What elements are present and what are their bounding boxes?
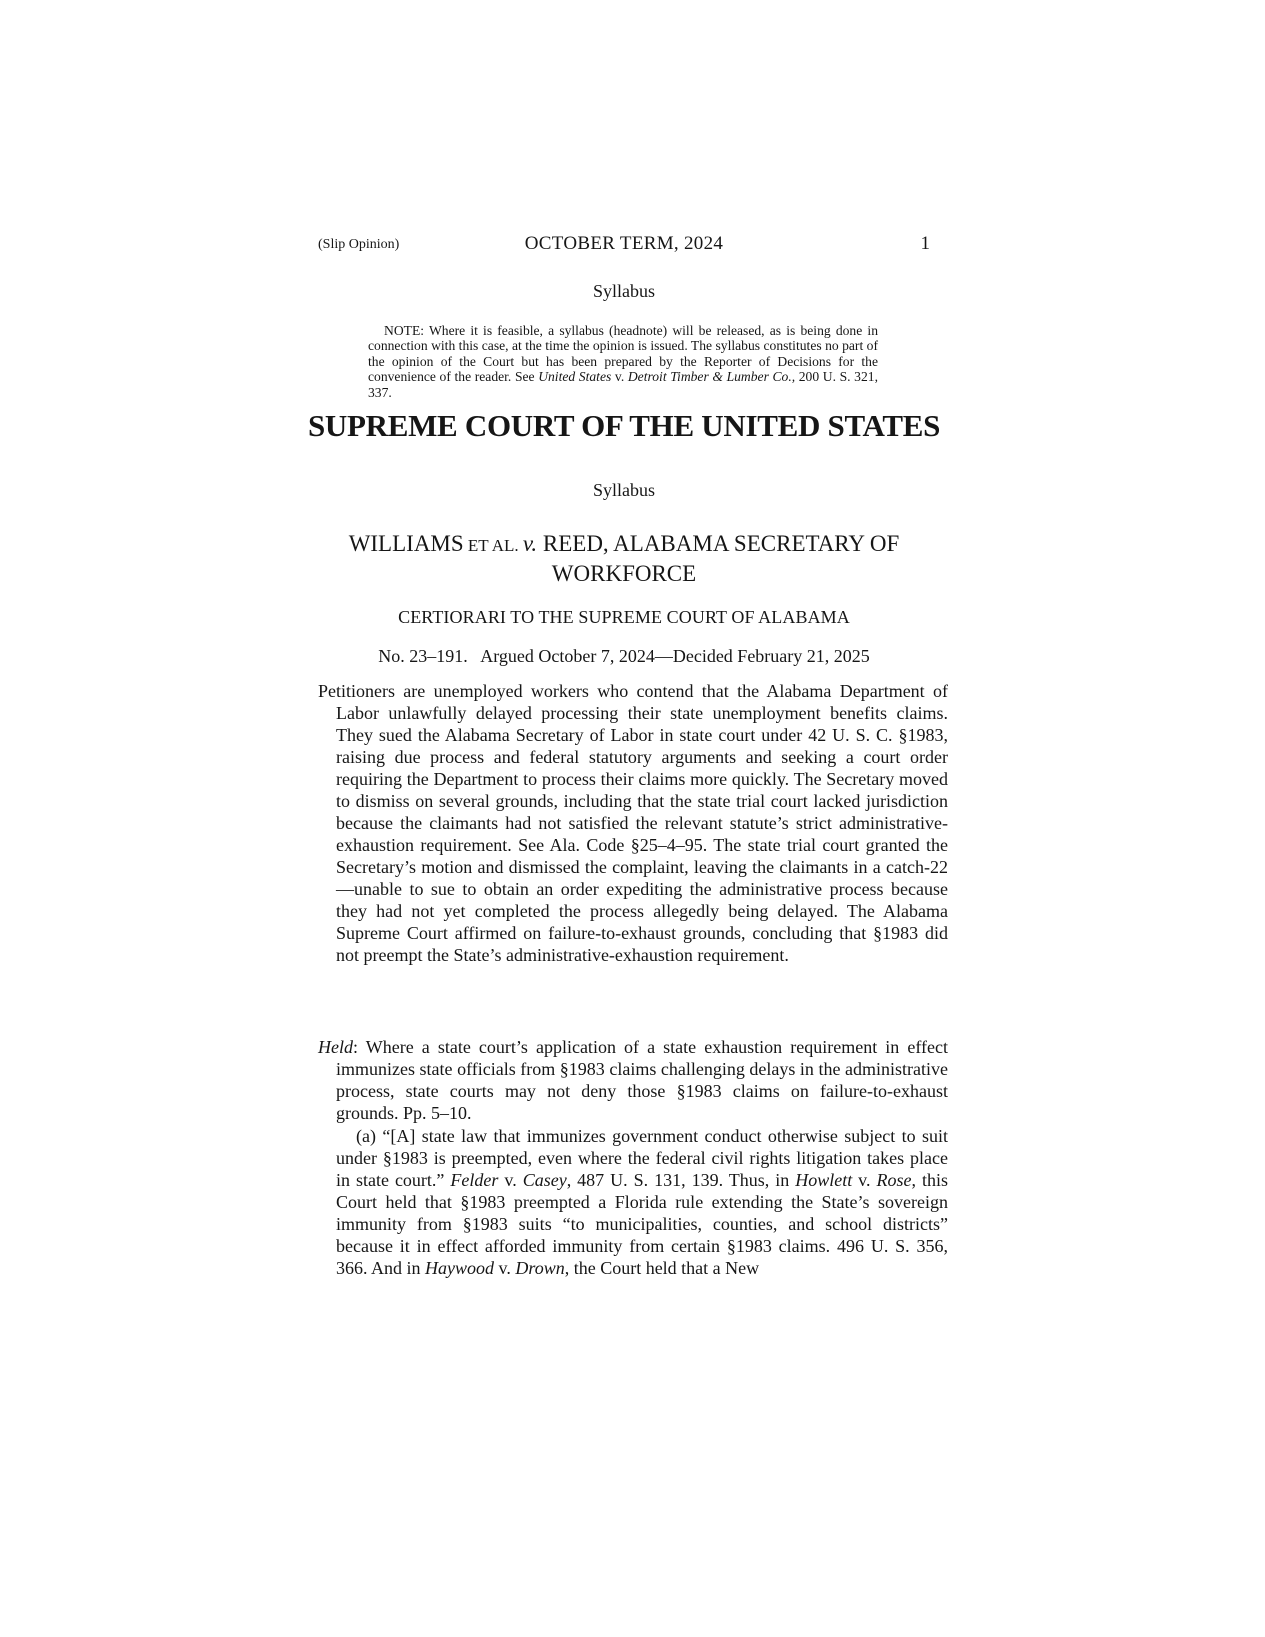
para-a-text-1: (a) “[A] state law that immunizes government conduct otherwise subject to suit under §1983 is preempted, even where the federal civil rights litigation takes place in state court.” xyxy=(336,1126,948,1190)
syllabus-paragraph-facts: Petitioners are unemployed workers who contend that the Alabama Department of Labor unlawfully delayed processing their state unemployment benefits claims. They sued the Alabama Secretary of Labor in state court under 42 U. S. C. §1983, raising due process and federal statutory arguments and seeking a court order requiring the Department to process their claims more quickly. The Secretary moved to dismiss on several grounds, including that the state trial court lacked jurisdiction because the claimants had not satisfied the relevant statute’s strict administrative-exhaustion requirement. See Ala. Code §25–4–95. The state trial court granted the Secretary’s motion and dismissed the complaint, leaving the claimants in a catch-22—unable to sue to obtain an order expediting the administrative process because they had not yet completed the process allegedly being delayed. The Alabama Supreme Court affirmed on failure-to-exhaust grounds, concluding that §1983 did not preempt the State’s administrative-exhaustion requirement. xyxy=(318,681,948,965)
para-a-text-4: , the Court held that a New xyxy=(564,1258,760,1278)
note-citation: 200 U. S. 321, 337. xyxy=(368,369,878,400)
case-haywood: Haywood xyxy=(425,1258,495,1278)
page-number: 1 xyxy=(920,233,930,254)
case-howlett: Howlett xyxy=(795,1170,853,1190)
note-case-name-2: Detroit Timber & Lumber Co., xyxy=(627,369,796,385)
note-text: NOTE: Where it is feasible, a syllabus (headnote) will be released, as is being done in connection with this case, at the time the opinion is issued. The syllabus constitutes no part of the opinion of the Court but has been prepared by the Reporter of Decisions for the convenience of the reader. See xyxy=(368,323,878,385)
syllabus-label: Syllabus xyxy=(592,480,655,500)
versus-2: v. xyxy=(852,1170,877,1190)
versus-label: v. xyxy=(522,531,538,556)
term-label: OCTOBER TERM, 2024 xyxy=(524,233,724,254)
case-felder: Felder xyxy=(450,1170,499,1190)
page-header xyxy=(318,233,930,259)
note-versus: v. xyxy=(611,369,628,385)
case-casey: Casey xyxy=(522,1170,567,1190)
court-title: SUPREME COURT OF THE UNITED STATES xyxy=(307,408,941,443)
held-text: : Where a state court’s application of a state exhaustion requirement in effect immunizes state officials from §1983 claims challenging delays in the administrative process, state courts may not deny those §1983 claims on failure-to-exhaust grounds. Pp. 5–10. xyxy=(336,1037,948,1123)
case-drown: Drown xyxy=(515,1258,565,1278)
respondent-name: REED, ALABAMA SECRETARY OF WORKFORCE xyxy=(537,531,900,586)
reporter-note xyxy=(368,323,878,400)
case-caption xyxy=(318,530,930,588)
para-a-text-3: , this Court held that §1983 preempted a Florida rule extending the State’s sovereign immunity from §1983 suits “to municipalities, counties, and school districts” because it in effect afforded immunity from certain §1983 claims. 496 U. S. 356, 366. And in xyxy=(336,1170,948,1278)
syllabus-held-paragraph xyxy=(318,1036,948,1124)
et-al-label: ET AL. xyxy=(463,536,523,555)
syllabus-paragraph-a xyxy=(318,1125,948,1279)
syllabus-label-top: Syllabus xyxy=(592,281,655,301)
versus-3: v. xyxy=(494,1258,516,1278)
versus-1: v. xyxy=(498,1170,523,1190)
para-a-text-2: , 487 U. S. 131, 139. Thus, in xyxy=(566,1170,796,1190)
certiorari-line: CERTIORARI TO THE SUPREME COURT OF ALABAMA xyxy=(398,607,850,627)
petitioner-name: WILLIAMS xyxy=(348,531,464,556)
docket-line: No. 23–191. Argued October 7, 2024—Decided February 21, 2025 xyxy=(378,646,870,666)
case-rose: Rose xyxy=(876,1170,912,1190)
slip-opinion-label: (Slip Opinion) xyxy=(318,237,400,252)
note-case-name-1: United States xyxy=(538,369,612,385)
held-label: Held xyxy=(318,1037,353,1057)
